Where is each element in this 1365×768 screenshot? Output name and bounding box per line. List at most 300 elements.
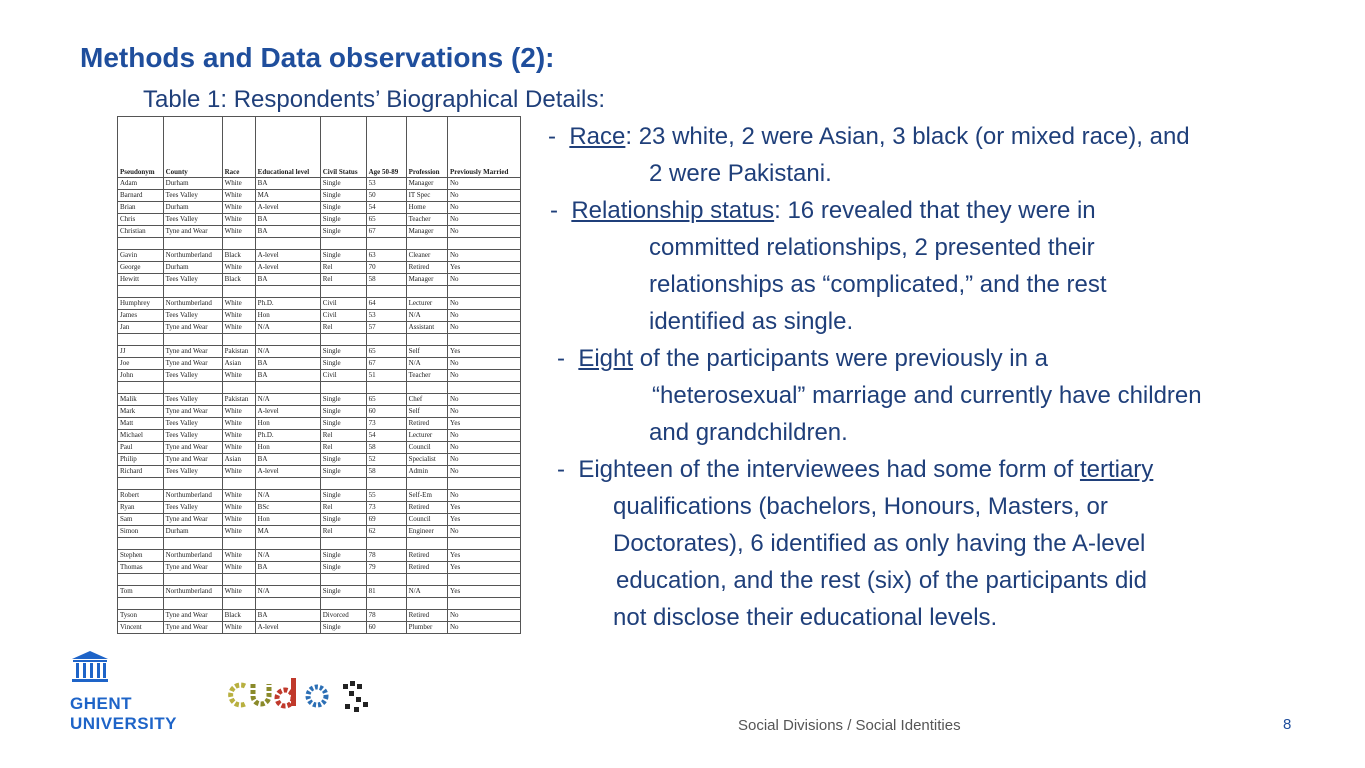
- table-cell: Hon: [255, 514, 320, 526]
- table-cell: Brian: [118, 202, 164, 214]
- education-text: Eighteen of the interviewees had some form of: [578, 456, 1080, 483]
- table-row: [118, 322, 521, 334]
- table-cell: BA: [255, 214, 320, 226]
- page-number: 8: [1283, 716, 1292, 733]
- eight-continuation-1: “heterosexual” marriage and currently have children: [652, 382, 1202, 409]
- table-cell: [163, 598, 222, 610]
- table-cell: Assistant: [406, 322, 447, 334]
- table-cell: Asian: [222, 454, 255, 466]
- footer-text: Social Divisions / Social Identities: [738, 717, 961, 734]
- table-cell: John: [118, 370, 164, 382]
- table-cell: N/A: [255, 346, 320, 358]
- table-cell: 60: [366, 406, 406, 418]
- table-row: [118, 574, 521, 586]
- table-cell: [118, 574, 164, 586]
- table-cell: Yes: [447, 502, 520, 514]
- table-cell: [222, 574, 255, 586]
- table-cell: No: [447, 442, 520, 454]
- table-row: [118, 394, 521, 406]
- table-cell: No: [447, 490, 520, 502]
- table-cell: BA: [255, 226, 320, 238]
- table-header-cell: Race: [222, 117, 255, 178]
- table-cell: [255, 478, 320, 490]
- bullet-education: [557, 451, 1153, 488]
- table-row: [118, 202, 521, 214]
- table-cell: Tees Valley: [163, 418, 222, 430]
- table-cell: No: [447, 322, 520, 334]
- table-cell: [222, 598, 255, 610]
- table-cell: [406, 598, 447, 610]
- table-row: [118, 610, 521, 622]
- cudos-logo-graphic: [225, 676, 375, 716]
- table-cell: [118, 286, 164, 298]
- table-cell: Tyson: [118, 610, 164, 622]
- table-cell: Teacher: [406, 214, 447, 226]
- table-cell: [406, 478, 447, 490]
- table-row: [118, 238, 521, 250]
- table-cell: BA: [255, 358, 320, 370]
- table-cell: No: [447, 226, 520, 238]
- table-cell: 65: [366, 214, 406, 226]
- table-cell: Northumberland: [163, 298, 222, 310]
- table-cell: No: [447, 310, 520, 322]
- table-cell: Retired: [406, 262, 447, 274]
- table-cell: Retired: [406, 550, 447, 562]
- table-row: [118, 250, 521, 262]
- table-cell: Tees Valley: [163, 310, 222, 322]
- table-cell: Retired: [406, 418, 447, 430]
- table-cell: 50: [366, 190, 406, 202]
- race-text: : 23 white, 2 were Asian, 3 black (or mixed race), and: [625, 123, 1190, 150]
- table-cell: Sam: [118, 514, 164, 526]
- table-cell: Tees Valley: [163, 394, 222, 406]
- relationship-continuation-2: relationships as “complicated,” and the rest: [649, 271, 1107, 298]
- table-cell: N/A: [255, 322, 320, 334]
- table-cell: Joe: [118, 358, 164, 370]
- table-cell: [222, 382, 255, 394]
- table-cell: Single: [320, 562, 366, 574]
- table-cell: No: [447, 406, 520, 418]
- table-cell: Pakistan: [222, 394, 255, 406]
- table-cell: 53: [366, 178, 406, 190]
- table-cell: No: [447, 178, 520, 190]
- table-cell: [320, 538, 366, 550]
- table-cell: Michael: [118, 430, 164, 442]
- table-cell: Northumberland: [163, 550, 222, 562]
- table-cell: 79: [366, 562, 406, 574]
- table-cell: A-level: [255, 466, 320, 478]
- table-cell: Tees Valley: [163, 430, 222, 442]
- table-cell: 78: [366, 610, 406, 622]
- table-cell: No: [447, 430, 520, 442]
- table-cell: Divorced: [320, 610, 366, 622]
- table-cell: Single: [320, 226, 366, 238]
- table-cell: Hewitt: [118, 274, 164, 286]
- table-cell: Rel: [320, 430, 366, 442]
- table-cell: [447, 238, 520, 250]
- table-cell: [366, 598, 406, 610]
- table-cell: [255, 238, 320, 250]
- table-cell: Simon: [118, 526, 164, 538]
- table-cell: Humphrey: [118, 298, 164, 310]
- table-cell: IT Spec: [406, 190, 447, 202]
- table-cell: White: [222, 322, 255, 334]
- table-cell: Retired: [406, 610, 447, 622]
- table-cell: White: [222, 202, 255, 214]
- table-cell: [118, 334, 164, 346]
- table-cell: [255, 598, 320, 610]
- relationship-continuation-3: identified as single.: [649, 308, 854, 335]
- table-cell: 53: [366, 310, 406, 322]
- table-cell: Thomas: [118, 562, 164, 574]
- table-cell: Vincent: [118, 622, 164, 634]
- bullet-dash: -: [557, 456, 565, 483]
- table-cell: Retired: [406, 502, 447, 514]
- table-cell: White: [222, 406, 255, 418]
- table-cell: [163, 238, 222, 250]
- table-cell: [406, 238, 447, 250]
- table-cell: Mark: [118, 406, 164, 418]
- table-cell: N/A: [255, 394, 320, 406]
- table-row: [118, 502, 521, 514]
- table-cell: [406, 334, 447, 346]
- table-cell: No: [447, 370, 520, 382]
- table-cell: Engineer: [406, 526, 447, 538]
- table-cell: Single: [320, 250, 366, 262]
- table-cell: 73: [366, 502, 406, 514]
- table-cell: No: [447, 298, 520, 310]
- table-cell: 81: [366, 586, 406, 598]
- table-header-row: [118, 117, 521, 178]
- table-cell: [320, 598, 366, 610]
- table-cell: Hon: [255, 310, 320, 322]
- table-cell: Tyne and Wear: [163, 610, 222, 622]
- table-cell: Single: [320, 466, 366, 478]
- table-cell: 65: [366, 394, 406, 406]
- race-continuation: 2 were Pakistani.: [649, 160, 832, 187]
- table-row: [118, 622, 521, 634]
- table-row: [118, 406, 521, 418]
- table-cell: Rel: [320, 274, 366, 286]
- table-cell: [366, 334, 406, 346]
- table-cell: Matt: [118, 418, 164, 430]
- table-cell: No: [447, 214, 520, 226]
- table-cell: Single: [320, 550, 366, 562]
- table-cell: Northumberland: [163, 586, 222, 598]
- table-cell: No: [447, 190, 520, 202]
- education-continuation-4: not disclose their educational levels.: [613, 604, 998, 631]
- bullet-relationship: [550, 192, 1096, 229]
- table-cell: White: [222, 214, 255, 226]
- table-cell: Rel: [320, 526, 366, 538]
- table-cell: [222, 238, 255, 250]
- table-cell: Single: [320, 406, 366, 418]
- table-cell: Lecturer: [406, 298, 447, 310]
- table-cell: [163, 478, 222, 490]
- table-cell: Tyne and Wear: [163, 562, 222, 574]
- table-cell: 52: [366, 454, 406, 466]
- table-cell: White: [222, 430, 255, 442]
- table-cell: Tyne and Wear: [163, 406, 222, 418]
- table-row: [118, 214, 521, 226]
- table-row: [118, 286, 521, 298]
- table-cell: [163, 286, 222, 298]
- table-cell: BA: [255, 370, 320, 382]
- table-cell: White: [222, 526, 255, 538]
- bullet-dash: -: [548, 123, 556, 150]
- table-row: [118, 490, 521, 502]
- table-cell: Tees Valley: [163, 502, 222, 514]
- table-cell: Manager: [406, 274, 447, 286]
- table-cell: [222, 478, 255, 490]
- table-cell: N/A: [406, 358, 447, 370]
- table-cell: BA: [255, 562, 320, 574]
- table-cell: [366, 478, 406, 490]
- table-cell: Single: [320, 346, 366, 358]
- ugent-line-1: GHENT: [70, 694, 132, 713]
- table-row: [118, 550, 521, 562]
- table-cell: 67: [366, 358, 406, 370]
- table-row: [118, 310, 521, 322]
- table-cell: [255, 382, 320, 394]
- table-cell: White: [222, 310, 255, 322]
- table-cell: Single: [320, 490, 366, 502]
- table-cell: N/A: [255, 490, 320, 502]
- table-cell: Retired: [406, 562, 447, 574]
- table-cell: 63: [366, 250, 406, 262]
- table-header-cell: Profession: [406, 117, 447, 178]
- table-cell: Yes: [447, 586, 520, 598]
- table-cell: MA: [255, 526, 320, 538]
- table-cell: Black: [222, 610, 255, 622]
- table-cell: White: [222, 622, 255, 634]
- eight-label: Eight: [578, 345, 634, 372]
- table-row: [118, 430, 521, 442]
- race-label: Race: [569, 123, 626, 150]
- table-cell: Council: [406, 514, 447, 526]
- table-header-cell: Previously Married: [447, 117, 520, 178]
- table-row: [118, 274, 521, 286]
- table-cell: [447, 382, 520, 394]
- table-cell: Manager: [406, 178, 447, 190]
- table-cell: Ph.D.: [255, 298, 320, 310]
- table-cell: Barnard: [118, 190, 164, 202]
- table-cell: BSc: [255, 502, 320, 514]
- table-cell: A-level: [255, 202, 320, 214]
- table-cell: Tyne and Wear: [163, 322, 222, 334]
- table-cell: Single: [320, 202, 366, 214]
- table-cell: Rel: [320, 502, 366, 514]
- table-cell: 70: [366, 262, 406, 274]
- table-cell: Specialist: [406, 454, 447, 466]
- table-cell: White: [222, 562, 255, 574]
- table-cell: N/A: [406, 310, 447, 322]
- table-cell: Civil: [320, 298, 366, 310]
- table-cell: White: [222, 226, 255, 238]
- table-cell: Tyne and Wear: [163, 442, 222, 454]
- table-cell: [118, 538, 164, 550]
- table-row: [118, 466, 521, 478]
- table-cell: Tyne and Wear: [163, 226, 222, 238]
- table-cell: Tees Valley: [163, 190, 222, 202]
- table-cell: Yes: [447, 562, 520, 574]
- table-cell: George: [118, 262, 164, 274]
- table-cell: Northumberland: [163, 250, 222, 262]
- table-cell: [163, 334, 222, 346]
- table-row: [118, 358, 521, 370]
- table-cell: Yes: [447, 550, 520, 562]
- table-cell: No: [447, 274, 520, 286]
- bullet-eight: [557, 340, 1048, 377]
- table-cell: No: [447, 466, 520, 478]
- table-cell: 58: [366, 274, 406, 286]
- table-cell: No: [447, 202, 520, 214]
- table-cell: Yes: [447, 346, 520, 358]
- table-header-cell: Civil Status: [320, 117, 366, 178]
- table-cell: [255, 574, 320, 586]
- table-cell: Self: [406, 346, 447, 358]
- table-row: [118, 346, 521, 358]
- table-cell: [366, 238, 406, 250]
- relationship-continuation-1: committed relationships, 2 presented their: [649, 234, 1095, 261]
- table-cell: Yes: [447, 514, 520, 526]
- table-cell: [255, 334, 320, 346]
- table-row: [118, 262, 521, 274]
- table-header-cell: Educational level: [255, 117, 320, 178]
- table-cell: Single: [320, 586, 366, 598]
- table-cell: N/A: [255, 586, 320, 598]
- tertiary-label: tertiary: [1079, 456, 1154, 483]
- table-caption: Table 1: Respondents’ Biographical Details:: [143, 86, 606, 113]
- table-cell: Tyne and Wear: [163, 454, 222, 466]
- table-cell: JJ: [118, 346, 164, 358]
- table-cell: [366, 574, 406, 586]
- table-row: [118, 382, 521, 394]
- table-cell: White: [222, 298, 255, 310]
- table-cell: Pakistan: [222, 346, 255, 358]
- table-cell: Stephen: [118, 550, 164, 562]
- table-cell: Tees Valley: [163, 466, 222, 478]
- table-cell: Yes: [447, 418, 520, 430]
- table-cell: White: [222, 262, 255, 274]
- table-cell: White: [222, 442, 255, 454]
- table-cell: Christian: [118, 226, 164, 238]
- table-cell: 65: [366, 346, 406, 358]
- table-cell: 51: [366, 370, 406, 382]
- table-row: [118, 178, 521, 190]
- table-cell: Single: [320, 358, 366, 370]
- building-icon: [70, 650, 110, 684]
- table-cell: Durham: [163, 178, 222, 190]
- table-cell: White: [222, 370, 255, 382]
- table-cell: A-level: [255, 250, 320, 262]
- table-cell: Jan: [118, 322, 164, 334]
- table-cell: Hon: [255, 442, 320, 454]
- table-cell: Rel: [320, 262, 366, 274]
- ghent-university-logo: [70, 650, 180, 740]
- table-cell: A-level: [255, 262, 320, 274]
- table-cell: [222, 334, 255, 346]
- table-row: [118, 598, 521, 610]
- table-cell: Chef: [406, 394, 447, 406]
- table-cell: [366, 382, 406, 394]
- table-cell: Tees Valley: [163, 274, 222, 286]
- table-cell: [447, 478, 520, 490]
- table-cell: 54: [366, 202, 406, 214]
- table-cell: Single: [320, 622, 366, 634]
- table-cell: [320, 478, 366, 490]
- table-cell: 58: [366, 466, 406, 478]
- table-cell: [406, 574, 447, 586]
- table-cell: [255, 538, 320, 550]
- table-cell: Tees Valley: [163, 214, 222, 226]
- table-cell: White: [222, 514, 255, 526]
- table-row: [118, 298, 521, 310]
- table-cell: Single: [320, 190, 366, 202]
- table-cell: Rel: [320, 442, 366, 454]
- table-cell: 62: [366, 526, 406, 538]
- table-cell: Single: [320, 418, 366, 430]
- table-cell: White: [222, 418, 255, 430]
- table-cell: Lecturer: [406, 430, 447, 442]
- table-row: [118, 514, 521, 526]
- table-cell: MA: [255, 190, 320, 202]
- table-cell: Single: [320, 514, 366, 526]
- table-cell: [406, 286, 447, 298]
- table-cell: Chris: [118, 214, 164, 226]
- table-cell: Malik: [118, 394, 164, 406]
- table-cell: Single: [320, 178, 366, 190]
- table-cell: Self: [406, 406, 447, 418]
- slide-title: Methods and Data observations (2):: [80, 42, 555, 73]
- table-cell: [118, 238, 164, 250]
- table-row: [118, 454, 521, 466]
- table-cell: Black: [222, 274, 255, 286]
- table-cell: Asian: [222, 358, 255, 370]
- table-cell: BA: [255, 178, 320, 190]
- table-cell: Cleaner: [406, 250, 447, 262]
- relationship-label: Relationship status: [571, 197, 775, 224]
- table-cell: [222, 286, 255, 298]
- table-cell: White: [222, 190, 255, 202]
- table-cell: BA: [255, 454, 320, 466]
- table-cell: Single: [320, 214, 366, 226]
- table-cell: Single: [320, 394, 366, 406]
- table-cell: Paul: [118, 442, 164, 454]
- table-cell: Manager: [406, 226, 447, 238]
- table-cell: Plumber: [406, 622, 447, 634]
- table-cell: No: [447, 250, 520, 262]
- table-cell: James: [118, 310, 164, 322]
- table-cell: [163, 382, 222, 394]
- table-row: [118, 334, 521, 346]
- education-continuation-3: education, and the rest (six) of the participants did: [616, 567, 1147, 594]
- table-header-cell: Age 50-89: [366, 117, 406, 178]
- table-cell: Robert: [118, 490, 164, 502]
- table-cell: 57: [366, 322, 406, 334]
- table-cell: Gavin: [118, 250, 164, 262]
- table-row: [118, 418, 521, 430]
- eight-text: of the participants were previously in a: [633, 345, 1048, 372]
- table-cell: White: [222, 502, 255, 514]
- table-cell: [320, 238, 366, 250]
- biographical-table-image: [117, 116, 521, 640]
- table-cell: [163, 574, 222, 586]
- bullet-race: [548, 118, 1190, 155]
- table-cell: Yes: [447, 262, 520, 274]
- table-cell: Admin: [406, 466, 447, 478]
- education-continuation-1: qualifications (bachelors, Honours, Masters, or: [613, 493, 1108, 520]
